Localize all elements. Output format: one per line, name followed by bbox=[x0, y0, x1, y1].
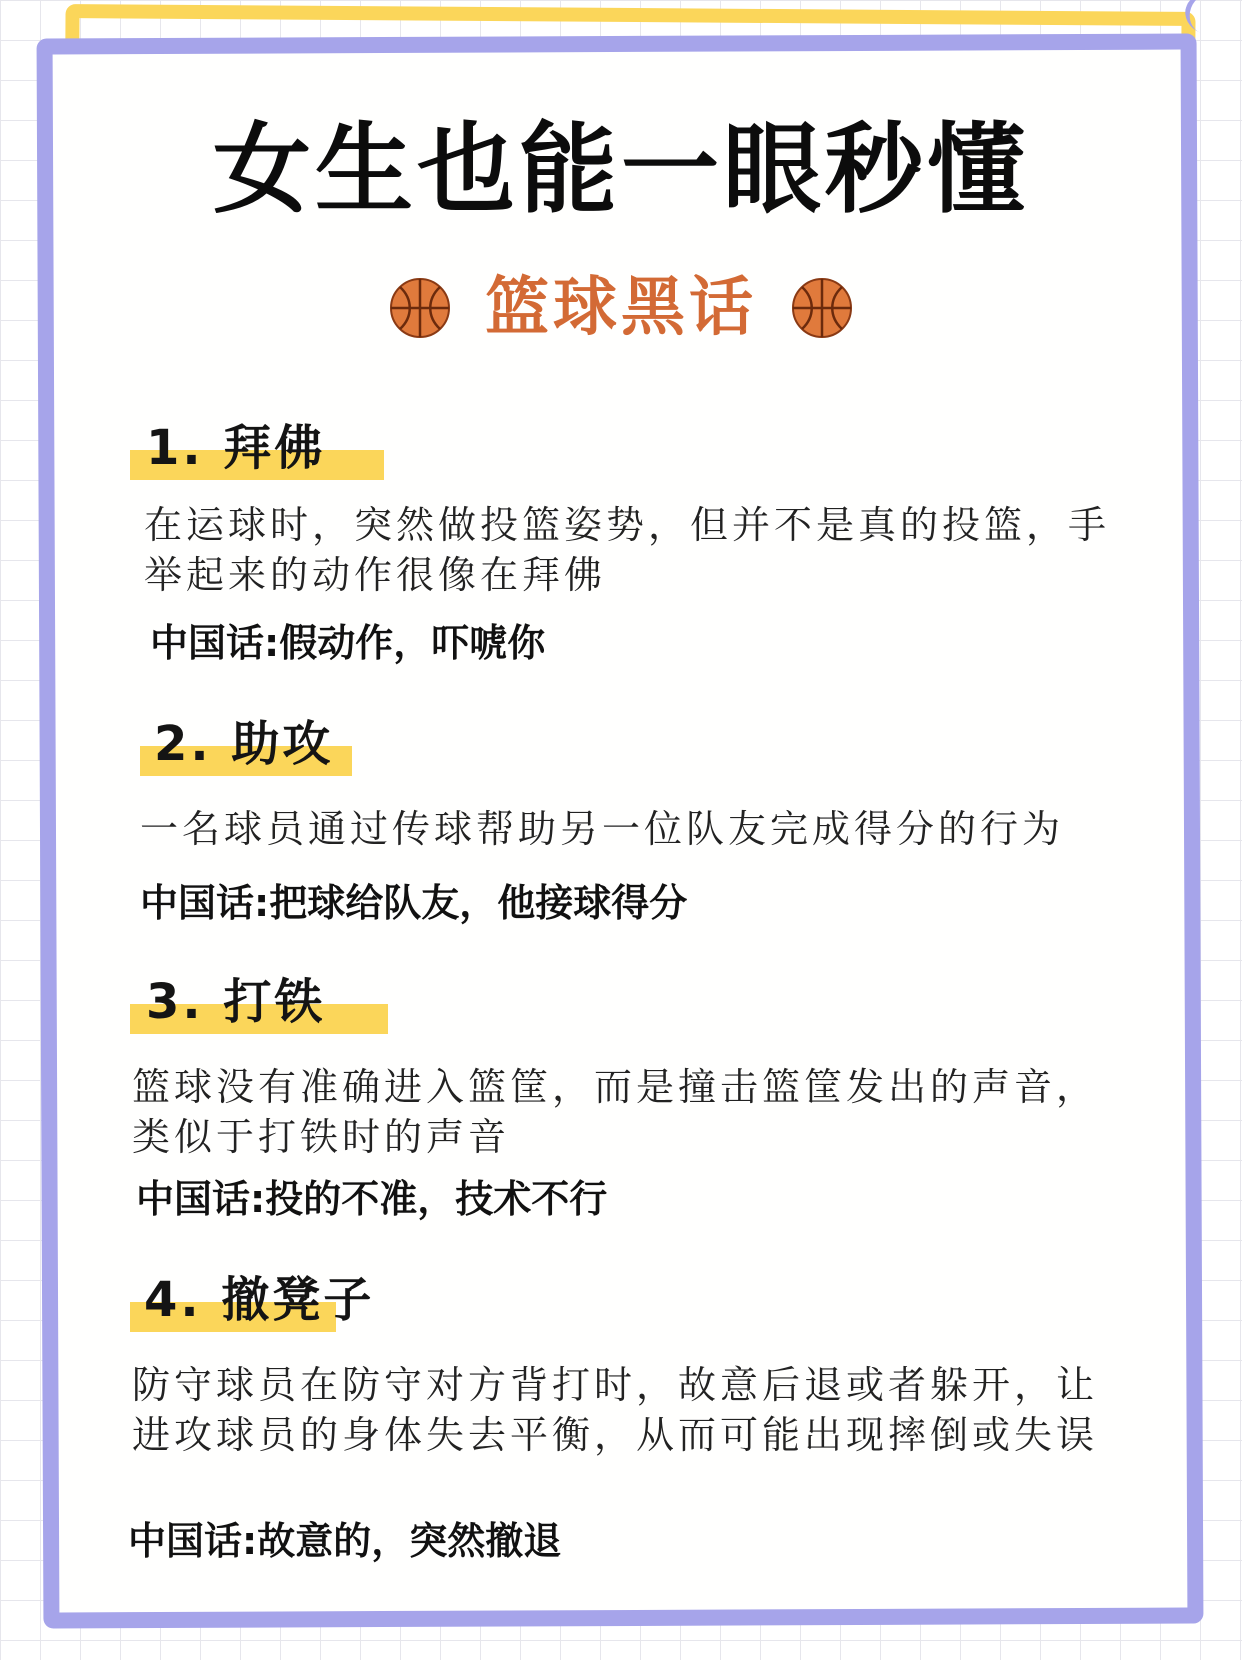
page-title: 女生也能一眼秒懂 bbox=[212, 113, 1029, 227]
term-chinese-meaning: 中国话:假动作，吓唬你 bbox=[150, 621, 546, 665]
term-heading: 1. 拜佛 bbox=[146, 420, 326, 476]
subtitle-row bbox=[0, 271, 1242, 345]
term-description: 防守球员在防守对方背打时，故意后退或者躲开，让进攻球员的身体失去平衡，从而可能出现摔倒或失误 bbox=[132, 1363, 1099, 1457]
term-chinese-meaning: 中国话:故意的，突然撤退 bbox=[128, 1519, 562, 1563]
term-description: 一名球员通过传球帮助另一位队友完成得分的行为 bbox=[140, 807, 1065, 851]
term-description: 篮球没有准确进入篮筐，而是撞击篮筐发出的声音，类似于打铁时的声音 bbox=[132, 1065, 1099, 1159]
basketball-icon bbox=[791, 277, 853, 339]
term-chinese-meaning: 中国话:投的不准，技术不行 bbox=[136, 1177, 608, 1221]
term-description: 在运球时，突然做投篮姿势，但并不是真的投篮，手举起来的动作很像在拜佛 bbox=[144, 503, 1111, 597]
term-heading: 2. 助攻 bbox=[154, 716, 334, 772]
term-chinese-meaning: 中国话:把球给队友，他接球得分 bbox=[140, 881, 688, 925]
basketball-icon bbox=[389, 277, 451, 339]
term-heading: 3. 打铁 bbox=[146, 974, 326, 1030]
term-heading: 4. 撤凳子 bbox=[144, 1272, 375, 1328]
page-subtitle: 篮球黑话 bbox=[485, 271, 757, 345]
